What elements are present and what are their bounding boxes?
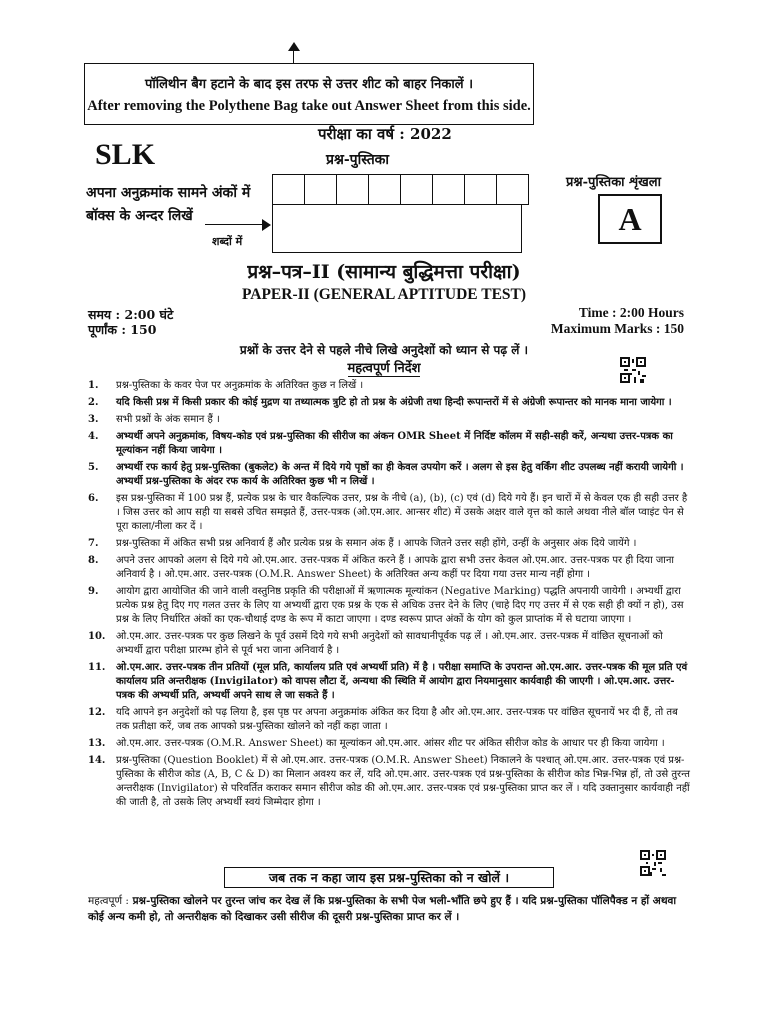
qr-code-icon: [640, 850, 666, 876]
in-words-label: शब्दों में: [212, 235, 243, 248]
instruction-number: 2.: [88, 397, 99, 408]
instruction-number: 8.: [88, 555, 99, 566]
instruction-text: प्रश्न-पुस्तिका में अंकित सभी प्रश्न अनिवार्य हैं और प्रत्येक प्रश्न के समान अंक हैं । आपके जितने उत्तर सही होंगे, उन्हीं के अनुसार अंक दिये जायेंगे ।: [116, 538, 637, 549]
important-text: प्रश्न-पुस्तिका खोलने पर तुरन्त जांच कर देख लें कि प्रश्न-पुस्तिका के सभी पेज भली-भाँति छपे हुए हैं । यदि प्रश्न-पुस्तिका पॉलिपैक्ड न हों अथवा कोई अन्य कमी हो, तो अन्तरीक्षक को दिखाकर उसी सीरीज की दूसरी प्रश्न-पुस्तिका प्राप्त कर लें ।: [88, 895, 677, 923]
instruction-text: ओ.एम.आर. उत्तर-पत्रक (O.M.R. Answer Sheet) का मूल्यांकन ओ.एम.आर. आंसर शीट पर अंकित सीरीज कोड के आधार पर ही किया जायेगा ।: [116, 738, 665, 749]
roll-instruction-line2: बॉक्स के अन्दर लिखें: [86, 208, 193, 224]
instruction-item: [88, 737, 690, 751]
important-note: [88, 893, 692, 925]
roll-in-words-box[interactable]: [272, 205, 522, 253]
instruction-text: सभी प्रश्नों के अंक समान हैं ।: [116, 414, 220, 425]
instruction-text: प्रश्न-पुस्तिका के कवर पेज पर अनुक्रमांक के अतिरिक्त कुछ न लिखें ।: [116, 380, 364, 391]
instruction-number: 13.: [88, 738, 106, 749]
instruction-item: [88, 396, 690, 410]
roll-number-boxes[interactable]: [272, 174, 529, 205]
instruction-item: [88, 430, 690, 458]
instruction-number: 6.: [88, 493, 99, 504]
instruction-number: 14.: [88, 755, 106, 766]
series-label: प्रश्न-पुस्तिका शृंखला: [566, 175, 661, 190]
instruction-number: 1.: [88, 380, 99, 391]
instruction-item: [88, 661, 690, 703]
instruction-item: [88, 413, 690, 427]
instruction-number: 12.: [88, 707, 106, 718]
instruction-text: प्रश्न-पुस्तिका (Question Booklet) में से ओ.एम.आर. उत्तर-पत्रक (O.M.R. Answer Sheet) निकालने के पश्चात् ओ.एम.आर. उत्तर-पत्रक एवं प्रश्न-पुस्तिका के सीरीज कोड (A, B, C & D) का मिलान अवश्य कर लें, यदि ओ.एम.आर. उत्तर-पत्रक एवं प्रश्न-पुस्तिका के सीरीज कोड भिन्न-भिन्न हों, तो उसे तुरन्त अन्तरीक्षक (Invigilator) से परिवर्तित कराकर समान सीरीज कोड की ओ.एम.आर. उत्तर-पत्रक एवं प्रश्न-पुस्तिका प्राप्त कर लें । यदि उक्तानुसार कार्यवाही नहीं की जाती है, तो उसके लिए अभ्यर्थी स्वयं जिम्मेदार होगा ।: [116, 755, 690, 808]
marks-hindi: पूर्णांक : 150: [88, 322, 157, 337]
instruction-text: अभ्यर्थी रफ कार्य हेतु प्रश्न-पुस्तिका (बुकलेट) के अन्त में दिये गये पृष्ठों का ही केवल उपयोग करें । अलग से इस हेतु वर्किंग शीट उपलब्ध नहीं करायी जायेगी । अभ्यर्थी प्रश्न-पुस्तिका के अंदर रफ कार्य के अतिरिक्त कुछ भी न लिखें ।: [116, 462, 684, 487]
instruction-item: [88, 630, 690, 658]
marks-english: Maximum Marks : 150: [550, 321, 684, 336]
instruction-item: [88, 461, 690, 489]
instruction-item: [88, 537, 690, 551]
roll-digit-box[interactable]: [369, 175, 401, 205]
roll-digit-box[interactable]: [305, 175, 337, 205]
instruction-number: 10.: [88, 631, 106, 642]
instruction-item: [88, 379, 690, 393]
series-box: A: [598, 194, 662, 244]
instruction-number: 9.: [88, 586, 99, 597]
instruction-item: [88, 706, 690, 734]
instruction-text: अपने उत्तर आपको अलग से दिये गये ओ.एम.आर. उत्तर-पत्रक में अंकित करने हैं । आपके द्वारा सभी उत्तर केवल ओ.एम.आर. उत्तर-पत्रक पर ही दिया जाना अनिवार्य है । ओ.एम.आर. उत्तर-पत्रक (O.M.R. Answer Sheet) के अतिरिक्त अन्य कहीं पर दिया गया उत्तर मान्य नहीं होगा ।: [116, 555, 674, 580]
notice-hindi: पॉलिथीन बैग हटाने के बाद इस तरफ से उत्तर शीट को बाहर निकालें ।: [144, 77, 474, 92]
read-instructions-line: प्रश्नों के उत्तर देने से पहले नीचे लिखे अनुदेशों को ध्यान से पढ़ लें ।: [239, 343, 529, 357]
roll-digit-box[interactable]: [465, 175, 497, 205]
time-english: Time : 2:00 Hours: [578, 305, 684, 320]
paper-title-hindi: प्रश्न–पत्र–II (सामान्य बुद्धिमत्ता परीक्षा): [247, 261, 521, 283]
instruction-text: यदि आपने इन अनुदेशों को पढ़ लिया है, इस पृष्ठ पर अपना अनुक्रमांक अंकित कर दिया है और ओ.एम.आर. उत्तर-पत्रक पर वांछित सूचनायें भर दी हैं, तो तब तक प्रतीक्षा करें, जब तक आपको प्रश्न-पुस्तिका खोलने को नहीं कहा जाता ।: [116, 707, 678, 732]
roll-digit-box[interactable]: [273, 175, 305, 205]
roll-instruction-line1: अपना अनुक्रमांक सामने अंकों में: [86, 185, 251, 201]
instruction-number: 5.: [88, 462, 99, 473]
exam-year: परीक्षा का वर्ष : 2022: [318, 125, 452, 143]
instruction-text: आयोग द्वारा आयोजित की जाने वाली वस्तुनिष्ठ प्रकृति की परीक्षाओं में ऋणात्मक मूल्यांकन (Negative Marking) पद्धति अपनायी जायेगी । अभ्यर्थी द्वारा प्रत्येक प्रश्न हेतु दिए गए गलत उत्तर के लिए या अभ्यर्थी द्वारा एक प्रश्न के एक से अधिक उत्तर देने के लिए (चाहे दिए गए उत्तर में से एक सही ही क्यों न हो), उस प्रश्न के लिए निर्धारित अंकों का एक-चौथाई दण्ड के रूप में काटा जाएगा । दण्ड स्वरूप प्राप्त अंकों के योग को कुल प्राप्तांक में से घटाया जाएगा ।: [116, 586, 684, 625]
instructions-heading: [0, 358, 768, 376]
instruction-number: 4.: [88, 431, 99, 442]
roll-digit-box[interactable]: [401, 175, 433, 205]
booklet-label: प्रश्न-पुस्तिका: [326, 152, 390, 168]
instructions-list: [88, 379, 690, 813]
instruction-text: अभ्यर्थी अपने अनुक्रमांक, विषय-कोड एवं प्रश्न-पुस्तिका की सीरीज का अंकन OMR Sheet में निर्दिष्ट कॉलम में सही-सही करें, अन्यथा उत्तर-पत्रक का मूल्यांकन नहीं किया जायेगा ।: [116, 431, 673, 456]
do-not-open-box: जब तक न कहा जाय इस प्रश्न-पुस्तिका को न खोलें ।: [224, 867, 554, 888]
roll-digit-box[interactable]: [433, 175, 465, 205]
right-arrow-icon: [262, 219, 271, 231]
instruction-item: [88, 492, 690, 534]
notice-box: [84, 63, 534, 125]
instruction-number: 3.: [88, 414, 99, 425]
instruction-text: इस प्रश्न-पुस्तिका में 100 प्रश्न हैं, प्रत्येक प्रश्न के चार वैकल्पिक उत्तर, प्रश्न के नीचे (a), (b), (c) एवं (d) दिये गये हैं। इन चारों में से केवल एक ही सही उत्तर है । जिस उत्तर को आप सही या सबसे उचित समझते हैं, उत्तर-पत्रक (ओ.एम.आर. आन्सर शीट) में उसके अक्षर वाले वृत्त को काले अथवा नीले बॉल प्वाइंट पेन से पूरा काला/नीला कर दें ।: [116, 493, 688, 532]
instruction-item: [88, 754, 690, 810]
booklet-code: SLK: [95, 138, 156, 171]
right-arrow-shaft: [205, 224, 265, 225]
roll-digit-box[interactable]: [337, 175, 369, 205]
paper-title-english: PAPER-II (GENERAL APTITUDE TEST): [241, 286, 527, 303]
instruction-number: 11.: [88, 662, 106, 673]
instruction-text: यदि किसी प्रश्न में किसी प्रकार की कोई मुद्रण या तथ्यात्मक त्रुटि हो तो प्रश्न के अंग्रेजी तथा हिन्दी रूपान्तरों में से अंग्रेजी रूपान्तर को मानक माना जायेगा ।: [116, 397, 672, 408]
instruction-text: ओ.एम.आर. उत्तर-पत्रक पर कुछ लिखने के पूर्व उसमें दिये गये सभी अनुदेशों को सावधानीपूर्वक पढ़ लें । ओ.एम.आर. उत्तर-पत्रक में वांछित सूचनाओं को अभ्यर्थी द्वारा परीक्षा प्रारम्भ होने से पूर्व भरा जाना अनिवार्य है ।: [116, 631, 663, 656]
important-label: महत्वपूर्ण :: [88, 895, 129, 907]
up-arrow-shaft: [293, 50, 294, 64]
instruction-item: [88, 554, 690, 582]
instruction-item: [88, 585, 690, 627]
instruction-text: ओ.एम.आर. उत्तर-पत्रक तीन प्रतियों (मूल प्रति, कार्यालय प्रति एवं अभ्यर्थी प्रति) में है । परीक्षा समाप्ति के उपरान्त ओ.एम.आर. उत्तर-पत्रक की मूल प्रति एवं कार्यालय प्रति अन्तरीक्षक (Invigilator) को वापस लौटा दें, अन्यथा की स्थिति में आयोग द्वारा नियमानुसार कार्यवाही की जाएगी । ओ.एम.आर. उत्तर-पत्रक की अभ्यर्थी प्रति, अभ्यर्थी अपने साथ ले जा सकते हैं ।: [116, 662, 688, 701]
up-arrow-icon: [288, 42, 300, 51]
roll-digit-box[interactable]: [497, 175, 529, 205]
instructions-heading-text: महत्वपूर्ण निर्देश: [347, 361, 421, 376]
instruction-number: 7.: [88, 538, 99, 549]
time-hindi: समय : 2:00 घंटे: [88, 307, 174, 322]
notice-english: After removing the Polythene Bag take out Answer Sheet from this side.: [87, 98, 531, 114]
